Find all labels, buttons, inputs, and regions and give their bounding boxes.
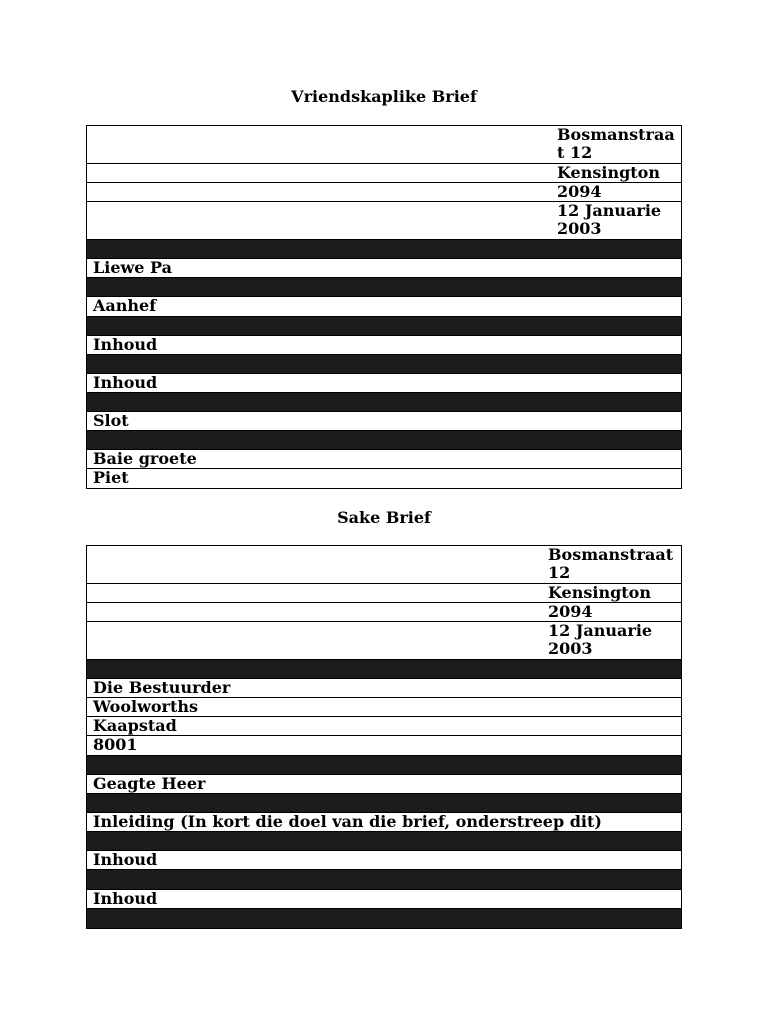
recipient-line: 8001 <box>93 735 138 754</box>
address-date-row <box>87 622 681 660</box>
body-text: Inhoud <box>93 373 158 392</box>
spacer-bar <box>87 756 681 775</box>
address-date: 12 Januarie 2003 <box>557 201 662 238</box>
friendly-letter-title: Vriendskaplike Brief <box>291 87 477 106</box>
spacer-bar <box>87 909 681 928</box>
spacer-bar <box>87 240 681 259</box>
address-street: Bosmanstraat 12 <box>548 545 674 582</box>
body-row <box>87 851 681 870</box>
salutation-row <box>87 297 681 317</box>
signature-row <box>87 469 681 488</box>
greeting-row <box>87 775 681 794</box>
regards: Baie groete <box>93 449 197 468</box>
spacer-bar <box>87 832 681 851</box>
address-suburb: Kensington <box>548 583 651 602</box>
body-text: Inhoud <box>93 850 158 869</box>
address-street: Bosmanstraat 12 <box>557 125 675 162</box>
recipient-line: Kaapstad <box>93 716 177 735</box>
greeting: Geagte Heer <box>93 774 206 793</box>
address-code: 2094 <box>557 182 602 201</box>
signature: Piet <box>93 468 129 487</box>
recipient-row <box>87 736 681 756</box>
spacer-bar <box>87 870 681 890</box>
spacer-bar <box>87 355 681 374</box>
spacer-bar <box>87 660 681 679</box>
spacer-bar <box>87 278 681 297</box>
spacer-bar <box>87 794 681 813</box>
intro: Inleiding (In kort die doel van die brief, onderstreep dit) <box>93 812 602 831</box>
recipient-row <box>87 679 681 698</box>
spacer-bar <box>87 431 681 450</box>
intro-row <box>87 813 681 832</box>
recipient-line: Woolworths <box>93 697 198 716</box>
address-date-row <box>87 202 681 240</box>
body-text: Inhoud <box>93 335 158 354</box>
salutation: Aanhef <box>93 296 157 315</box>
spacer-bar <box>87 393 681 412</box>
address-code-row <box>87 603 681 622</box>
address-suburb-row <box>87 584 681 603</box>
body-row <box>87 336 681 355</box>
recipient-line: Die Bestuurder <box>93 678 231 697</box>
closing-row <box>87 412 681 431</box>
body-row <box>87 890 681 909</box>
greeting: Liewe Pa <box>93 258 172 277</box>
address-code-row <box>87 183 681 202</box>
friendly-letter-table <box>86 125 682 489</box>
recipient-row <box>87 717 681 736</box>
address-code: 2094 <box>548 602 593 621</box>
address-date: 12 Januarie 2003 <box>548 621 653 658</box>
address-street-row <box>87 546 681 584</box>
address-suburb: Kensington <box>557 163 660 182</box>
recipient-row <box>87 698 681 717</box>
closing: Slot <box>93 411 129 430</box>
regards-row <box>87 450 681 469</box>
address-suburb-row <box>87 164 681 183</box>
body-text: Inhoud <box>93 889 158 908</box>
spacer-bar <box>87 317 681 336</box>
business-letter-table <box>86 545 682 929</box>
greeting-row <box>87 259 681 278</box>
address-street-row <box>87 126 681 164</box>
body-row <box>87 374 681 393</box>
business-letter-title: Sake Brief <box>337 508 431 527</box>
